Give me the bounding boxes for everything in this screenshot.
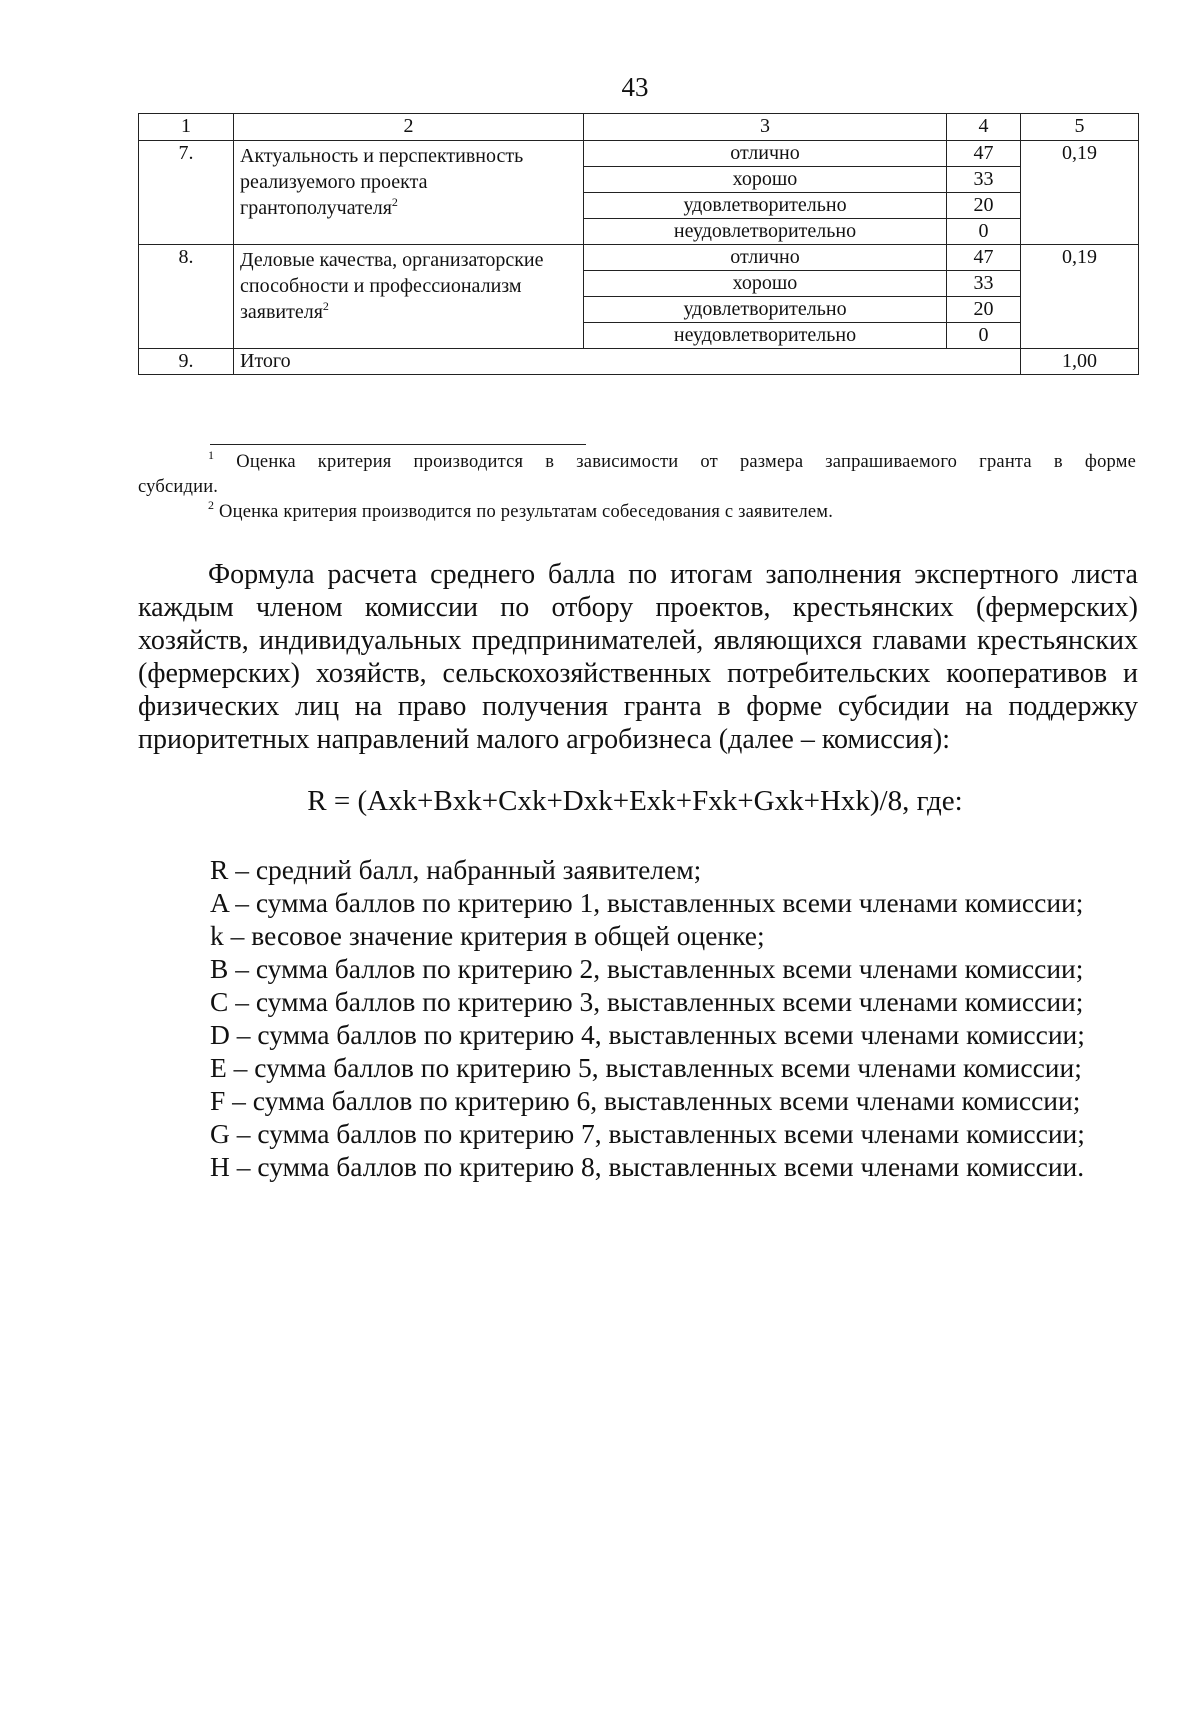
list-item: C – сумма баллов по критерию 3, выставленных всеми членами комиссии; <box>210 986 1084 1017</box>
footnote-1-continuation: субсидии. <box>138 477 219 497</box>
grade-score: 33 <box>947 167 1021 193</box>
formula: R = (Axk+Bxk+Cxk+Dxk+Exk+Fxk+Gxk+Hxk)/8, где: <box>307 785 963 817</box>
header-cell: 3 <box>584 114 947 141</box>
list-item: k – весовое значение критерия в общей оценке; <box>210 920 765 951</box>
header-cell: 2 <box>234 114 584 141</box>
list-item: B – сумма баллов по критерию 2, выставленных всеми членами комиссии; <box>210 953 1084 984</box>
footnote-marker: 1 <box>208 448 215 462</box>
footnote-ref: 2 <box>391 195 398 209</box>
criterion-name: Актуальность и перспективность реализуемого проекта грантополучателя$^2$ <box>234 141 584 245</box>
grade-label: хорошо <box>584 167 947 193</box>
list-item: D – сумма баллов по критерию 4, выставленных всеми членами комиссии; <box>210 1019 1085 1050</box>
list-item: G – сумма баллов по критерию 7, выставленных всеми членами комиссии; <box>210 1118 1085 1149</box>
definitions-list <box>210 853 1170 1183</box>
criterion-weight: 0,19 <box>1021 141 1139 245</box>
grade-label: неудовлетворительно <box>584 219 947 245</box>
footnote-marker: 2 <box>208 498 215 512</box>
formula-intro-paragraph: Формула расчета среднего балла по итогам заполнения экспертного листа каждым членом комиссии по отбору проектов, крестьянских (фермерских) хозяйств, индивидуальных предпринимателей, являющихся главами крестьянских (фермерских) хозяйств, сельскохозяйственных потребительских кооперативов и физических лиц на право получения гранта в форме субсидии на поддержку приоритетных направлений малого агробизнеса (далее – комиссия): <box>138 559 1138 755</box>
grade-label: удовлетворительно <box>584 193 947 219</box>
grade-label: хорошо <box>584 271 947 297</box>
grade-label: отлично <box>584 141 947 167</box>
list-item: R – средний балл, набранный заявителем; <box>210 854 702 885</box>
table-row <box>139 141 1139 167</box>
list-item: A – сумма баллов по критерию 1, выставленных всеми членами комиссии; <box>210 887 1084 918</box>
list-item: E – сумма баллов по критерию 5, выставленных всеми членами комиссии; <box>210 1052 1082 1083</box>
criterion-number: 8. <box>139 245 234 349</box>
total-number: 9. <box>139 349 234 375</box>
header-cell: 5 <box>1021 114 1139 141</box>
table-row <box>139 245 1139 271</box>
footnotes <box>138 450 1136 525</box>
footnote-divider <box>210 444 586 445</box>
criteria-table <box>138 113 1139 375</box>
header-cell: 1 <box>139 114 234 141</box>
criterion-number: 7. <box>139 141 234 245</box>
header-cell: 4 <box>947 114 1021 141</box>
footnote-2: $^2$ Оценка критерия производится по результатам собеседования с заявителем. <box>208 498 834 522</box>
grade-score: 47 <box>947 245 1021 271</box>
footnote-1: $^1$ Оценка критерия производится в зависимости от размера запрашиваемого гранта в форме <box>208 448 1137 472</box>
table-header-row <box>139 114 1139 141</box>
grade-score: 0 <box>947 323 1021 349</box>
criterion-name: Деловые качества, организаторские способности и профессионализм заявителя$^2$ <box>234 245 584 349</box>
grade-score: 0 <box>947 219 1021 245</box>
total-weight: 1,00 <box>1021 349 1139 375</box>
page-number: 43 <box>621 72 649 102</box>
criterion-weight: 0,19 <box>1021 245 1139 349</box>
list-item: F – сумма баллов по критерию 6, выставленных всеми членами комиссии; <box>210 1085 1081 1116</box>
list-item: H – сумма баллов по критерию 8, выставленных всеми членами комиссии. <box>210 1151 1085 1182</box>
total-label: Итого <box>234 349 1021 375</box>
footnote-ref: 2 <box>322 299 329 313</box>
total-row <box>139 349 1139 375</box>
grade-label: отлично <box>584 245 947 271</box>
grade-score: 47 <box>947 141 1021 167</box>
grade-label: неудовлетворительно <box>584 323 947 349</box>
grade-score: 20 <box>947 297 1021 323</box>
grade-label: удовлетворительно <box>584 297 947 323</box>
grade-score: 33 <box>947 271 1021 297</box>
grade-score: 20 <box>947 193 1021 219</box>
